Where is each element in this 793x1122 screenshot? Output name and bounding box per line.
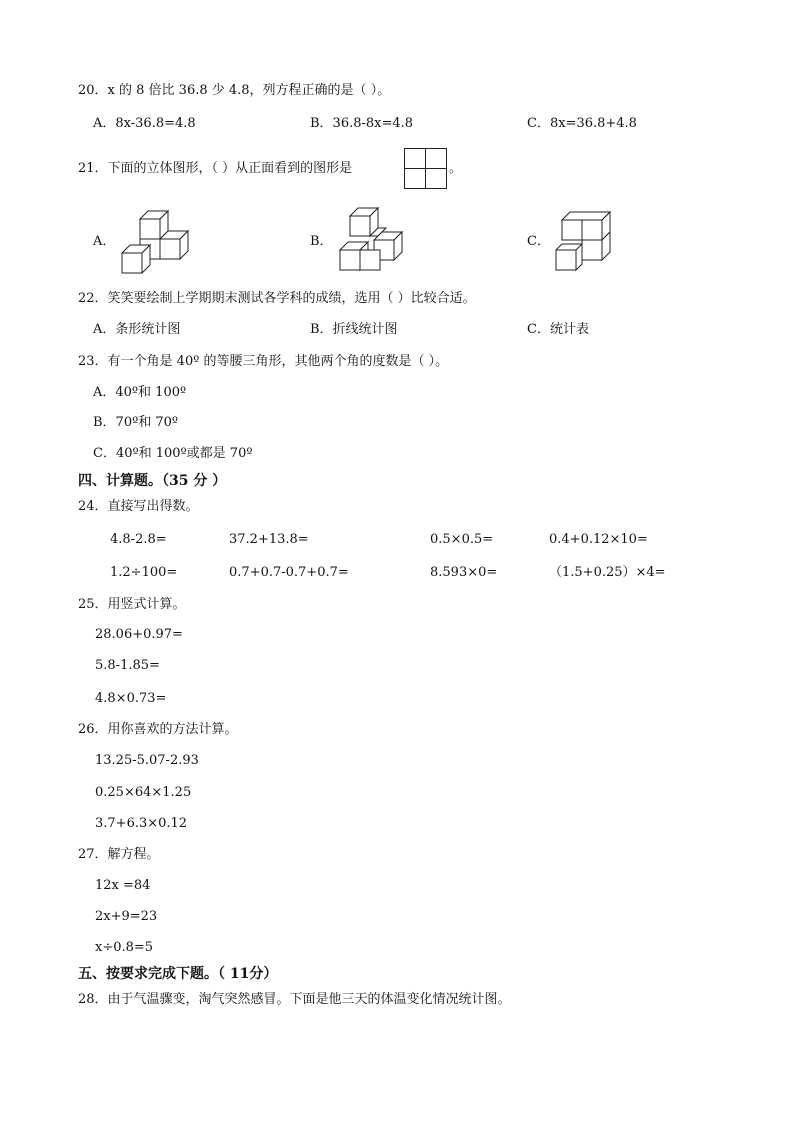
q26-item-1: 13.25-5.07-2.93 <box>95 753 199 768</box>
front-view-grid-figure <box>404 148 448 190</box>
q20-option-a[interactable]: A．8x-36.8=4.8 <box>93 116 196 131</box>
q23-stem: 23．有一个角是 40º 的等腰三角形，其他两个角的度数是（ ）。 <box>78 354 449 369</box>
q27-item-2: 2x+9=23 <box>95 909 158 924</box>
section-5-title: 五、按要求完成下题。（ 11分） <box>78 966 278 982</box>
q21-option-b-label[interactable]: B． <box>310 234 333 249</box>
section-4-title: 四、计算题。（35 分 ） <box>78 473 227 489</box>
q22-option-c[interactable]: C．统计表 <box>527 322 589 337</box>
q24-r1-c3: 0.5×0.5= <box>430 532 494 547</box>
q26-item-2: 0.25×64×1.25 <box>95 785 192 800</box>
q25-stem: 25．用竖式计算。 <box>78 597 186 612</box>
q20-stem: 20．x 的 8 倍比 36.8 少 4.8，列方程正确的是（ ）。 <box>78 83 391 98</box>
q22-option-a[interactable]: A．条形统计图 <box>93 322 181 337</box>
q27-stem: 27．解方程。 <box>78 847 160 862</box>
q24-stem: 24．直接写出得数。 <box>78 499 199 514</box>
q28-stem: 28．由于气温骤变，淘气突然感冒。下面是他三天的体温变化情况统计图。 <box>78 992 511 1007</box>
q24-r2-c3: 8.593×0= <box>430 565 498 580</box>
q24-r1-c1: 4.8-2.8= <box>110 532 167 547</box>
q20-option-c[interactable]: C．8x=36.8+4.8 <box>527 116 637 131</box>
cube-figure-b[interactable] <box>336 208 406 273</box>
q22-option-b[interactable]: B．折线统计图 <box>310 322 398 337</box>
q24-r1-c2: 37.2+13.8= <box>229 532 309 547</box>
q23-option-a[interactable]: A．40º和 100º <box>93 385 187 400</box>
q24-r2-c2: 0.7+0.7-0.7+0.7= <box>229 565 349 580</box>
q26-item-3: 3.7+6.3×0.12 <box>95 816 188 831</box>
q27-item-3: x÷0.8=5 <box>95 940 154 955</box>
cube-figure-c[interactable] <box>552 212 618 274</box>
q24-r2-c1: 1.2÷100= <box>110 565 178 580</box>
cube-figure-a[interactable] <box>118 205 193 275</box>
q21-stem-end: 。 <box>449 161 463 176</box>
q25-item-1: 28.06+0.97= <box>95 627 183 642</box>
q21-option-c-label[interactable]: C． <box>527 234 550 249</box>
q21-option-a-label[interactable]: A． <box>93 234 116 249</box>
q25-item-2: 5.8-1.85= <box>95 658 160 673</box>
q22-stem: 22．笑笑要绘制上学期期末测试各学科的成绩，选用（ ）比较合适。 <box>78 291 476 306</box>
q21-stem: 21．下面的立体图形，（ ）从正面看到的图形是 <box>78 161 353 176</box>
q26-stem: 26．用你喜欢的方法计算。 <box>78 722 238 737</box>
q23-option-b[interactable]: B．70º和 70º <box>93 415 178 430</box>
q24-r2-c4: （1.5+0.25）×4= <box>549 565 666 580</box>
q20-option-b[interactable]: B．36.8-8x=4.8 <box>310 116 414 131</box>
q23-option-c[interactable]: C．40º和 100º或都是 70º <box>93 446 253 461</box>
q27-item-1: 12x =84 <box>95 878 151 893</box>
q24-r1-c4: 0.4+0.12×10= <box>549 532 648 547</box>
q25-item-3: 4.8×0.73= <box>95 691 167 706</box>
